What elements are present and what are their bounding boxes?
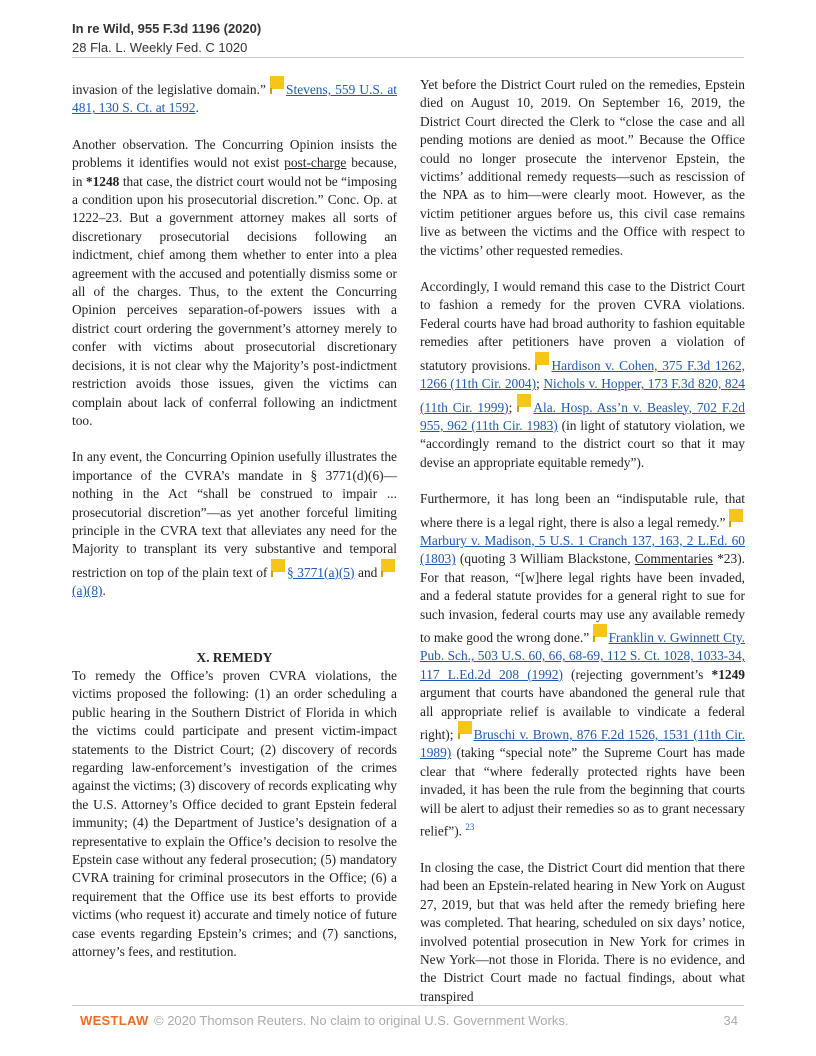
underlined-term: Commentaries	[634, 551, 713, 567]
flag-icon	[593, 624, 607, 637]
citation-link[interactable]: Hardison v. Cohen, 375 F.3d 1262, 1266 (11th Cir. 2004)	[420, 357, 745, 392]
footnote-link[interactable]: 23	[465, 822, 475, 833]
paragraph: Accordingly, I would remand this case to the District Court to fashion a remedy for the proven CVRA violations. Federal courts have had broad authority to fashion equitable remedies after petitioners have proven a violation of statutory provisions. Hardison v. Cohen, 375 F.3d 1262, 1266 (11th Cir. 2004); Nichols v. Hopper, 173 F.3d 820, 824 (11th Cir. 1999); Ala. Hosp. Ass’n v. Beasley, 702 F.2d 955, 962 (11th Cir. 1983) (in light of statutory violation, we “accordingly remand to the district court so that it may devise an appropriate equitable remedy”).	[420, 279, 745, 470]
paragraph: Yet before the District Court ruled on the remedies, Epstein died on August 10, 2019. On September 16, 2019, the District Court directed the Clerk to “close the case and all pending motions are denied as moot.” Because the Office could no longer prosecute the intervenor Epstein, the victims’ additional remedy requests—such as rescission of the NPA as to him—were clearly moot. However, as the victim petitioner argues before us, this civil case remains live as between the victims and the Office with respect to the victims’ other requested remedies.	[420, 77, 745, 258]
citation-link[interactable]: § 3771(a)(5)	[286, 564, 355, 580]
page-number: 34	[723, 1013, 738, 1028]
citation-link[interactable]: Bruschi v. Brown, 876 F.2d 1526, 1531 (11th Cir. 1989)	[420, 727, 745, 761]
document-title: In re Wild, 955 F.3d 1196 (2020)	[72, 21, 262, 36]
citation-link[interactable]: Nichols v. Hopper, 173 F.3d 820, 824 (11th Cir. 1999)	[420, 376, 745, 415]
citation-link[interactable]: (a)(8)	[72, 583, 103, 599]
section-heading: X. REMEDY	[196, 649, 273, 665]
page-footer	[72, 1005, 744, 1028]
paragraph: invasion of the legislative domain.” Stevens, 559 U.S. at 481, 130 S. Ct. at 1592.	[72, 76, 397, 118]
copyright-notice: © 2020 Thomson Reuters. No claim to original U.S. Government Works.	[154, 1013, 569, 1028]
citation-link[interactable]: Franklin v. Gwinnett Cty. Pub. Sch., 503 U.S. 60, 66, 68-69, 112 S. Ct. 1028, 1033-34, 117 L.Ed.2d 208 (1992)	[420, 629, 745, 682]
citation-link[interactable]: Marbury v. Madison, 5 U.S. 1 Cranch 137, 163, 2 L.Ed. 60 (1803)	[420, 532, 745, 567]
left-column	[72, 76, 397, 961]
westlaw-logo: WESTLAW	[80, 1013, 149, 1028]
paragraph: In closing the case, the District Court did mention that there had been an Epstein-related hearing in New York on August 27, 2019, but that was held after the remedy briefing here was completed. That hearing, scheduled on six days’ notice, involved potential prosecution in New York for crimes in New York—not those in Florida. There is no evidence, and the District Court made no factual findings, about what transpired	[420, 859, 745, 1004]
citation-link[interactable]: Ala. Hosp. Ass’n v. Beasley, 702 F.2d 955, 962 (11th Cir. 1983)	[420, 399, 745, 433]
underlined-term: post-charge	[284, 155, 347, 171]
flag-icon	[270, 76, 284, 89]
citation-link[interactable]: Stevens, 559 U.S. at 481, 130 S. Ct. at 1592	[72, 82, 397, 116]
flag-icon	[271, 559, 285, 572]
right-column	[420, 76, 745, 1006]
flag-icon	[535, 352, 549, 365]
paragraph: In any event, the Concurring Opinion usefully illustrates the importance of the CVRA’s mandate in § 3771(d)(6)—nothing in the Act “shall be construed to impair ... prosecutorial discretion”—as yet another forceful limiting principle in the CVRA text that alleviates any need for the Majority to transplant its very substantive and temporal restriction on top of the plain text of § 3771(a)(5) and (a)(8).	[72, 449, 397, 599]
flag-icon	[381, 559, 395, 572]
star-page: *1249	[711, 666, 745, 682]
star-page: *1248	[85, 173, 120, 189]
paragraph: Another observation. The Concurring Opinion insists the problems it identifies would not exist post-charge because, in *1248 that case, the district court would not be “imposing a condition upon his prosecutorial discretion.” Conc. Op. at 1222–23. But a government attorney makes all sorts of discretionary prosecutorial decisions following an indictment, chief among them whether to enter into a plea agreement with the accused and potentially dismiss some or all of the charges. Thus, to the extent the Concurring Opinion perceives separation-of-powers issues with a district court ordering the government’s attorney merely to confer with victims about prosecutorial discretionary decisions, it is not clear why the Majority’s post-indictment restriction avoids those issues, given the victims can complain about lack of conferral following an indictment too.	[72, 136, 397, 428]
flag-icon	[458, 721, 472, 734]
paragraph: To remedy the Office’s proven CVRA violations, the victims proposed the following: (1) an order scheduling a public hearing in the Southern District of Florida in which the victims could participate and present victim-impact statements to the District Court; (2) discovery of records regarding law-enforcement’s investigation of the crimes against the victims; (3) discovery of records explicating why the U.S. Attorney’s Office decided to grant Epstein federal immunity; (4) the Department of Justice’s designation of a representative to explain the Office’s decision to resolve the Epstein case without any federal prosecution; (5) mandatory CVRA training for criminal prosecutors in the Office; (6) a requirement that the Office use its best efforts to provide victims (who request it) accurate and timely notice of future case events regarding Epstein’s crimes; and (7) sanctions, attorney’s fees, and restitution.	[72, 667, 398, 960]
flag-icon	[729, 509, 743, 522]
flag-icon	[517, 394, 531, 407]
reporter-citation: 28 Fla. L. Weekly Fed. C 1020	[72, 40, 744, 58]
paragraph: Furthermore, it has long been an “indisputable rule, that where there is a legal right, there is also a legal remedy.” Marbury v. Madison, 5 U.S. 1 Cranch 137, 163, 2 L.Ed. 60 (1803) (quoting 3 William Blackstone, Commentaries *23). For that reason, “[w]here legal rights have been invaded, and a federal statute provides for a general right to sue for such invasion, federal courts may use any available remedy to make good the wrong done.” Franklin v. Gwinnett Cty. Pub. Sch., 503 U.S. 60, 66, 68-69, 112 S. Ct. 1028, 1033-34, 117 L.Ed.2d 208 (1992) (rejecting government’s *1249 argument that courts have abandoned the general rule that all appropriate relief is available to vindicate a federal right); Bruschi v. Brown, 876 F.2d 1526, 1531 (11th Cir. 1989) (taking “special note” the Supreme Court has made clear that “where federally protected rights have been invaded, it has been the rule from the beginning that courts will be alert to adjust their remedies so as to grant necessary relief”). $^{23}$	[420, 491, 746, 839]
